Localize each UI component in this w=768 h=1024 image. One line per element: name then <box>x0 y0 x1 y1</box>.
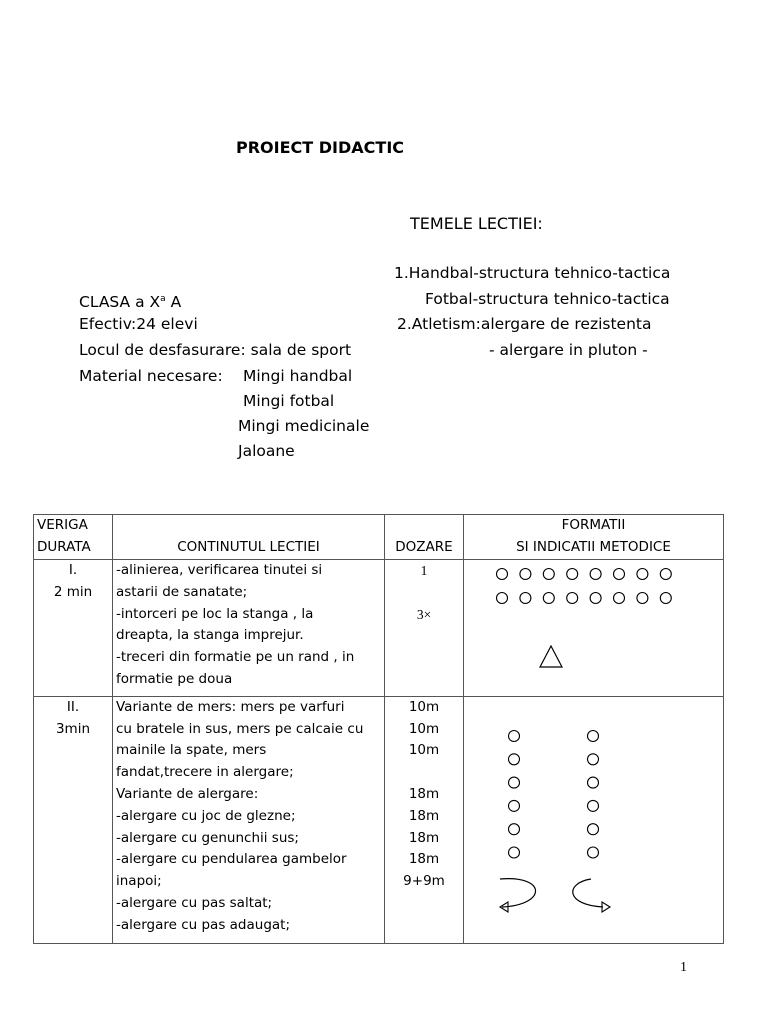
curved-arrow-right-icon <box>573 879 603 907</box>
student-circle-icon <box>509 800 520 811</box>
student-circle-icon <box>614 569 625 580</box>
material-item: Mingi fotbal <box>243 392 335 410</box>
student-circle-icon <box>497 593 508 604</box>
material-item: Mingi handbal <box>243 367 353 385</box>
student-circle-icon <box>543 569 554 580</box>
page-title: PROIECT DIDACTIC <box>236 138 405 157</box>
student-circle-icon <box>614 593 625 604</box>
student-circle-icon <box>588 777 599 788</box>
theme-line-2: Fotbal-structura tehnico-tactica <box>425 290 670 308</box>
class-label: CLASA a $X^a$ A <box>79 293 182 312</box>
row1-content: -alinierea, verificarea tinutei si astarii de sanatate; -intorceri pe loc la stanga , la dreapta, la stanga imprejur. -treceri din formatie pe un rand , in formatie pe doua <box>113 560 385 697</box>
student-circle-icon <box>567 569 578 580</box>
student-circle-icon <box>509 847 520 858</box>
arrow-head-right-icon <box>602 902 610 912</box>
page-number: 1 <box>680 960 687 975</box>
student-circle-icon <box>509 823 520 834</box>
student-circle-icon <box>543 593 554 604</box>
student-circle-icon <box>520 569 531 580</box>
student-circle-icon <box>509 754 520 765</box>
student-circle-icon <box>588 730 599 741</box>
formation-diagram-two-columns <box>467 697 725 935</box>
student-circle-icon <box>588 800 599 811</box>
location: Locul de desfasurare: sala de sport <box>79 341 352 359</box>
student-circle-icon <box>588 847 599 858</box>
header-content: CONTINUTUL LECTIEI <box>113 515 385 560</box>
header-formations: FORMATII SI INDICATII METODICE <box>464 515 724 560</box>
student-count: Efectiv:24 elevi <box>79 315 198 333</box>
student-circle-icon <box>637 569 648 580</box>
student-circle-icon <box>660 569 671 580</box>
student-circle-icon <box>497 569 508 580</box>
student-circle-icon <box>509 730 520 741</box>
theme-line-3: 2.Atletism:alergare de rezistenta <box>397 315 652 333</box>
materials-label: Material necesare: <box>79 367 223 385</box>
row2-dozare: 10m 10m 10m 18m 18m 18m 18m 9+9m <box>385 696 464 943</box>
student-circle-icon <box>520 593 531 604</box>
curved-arrow-left-icon <box>500 878 536 906</box>
student-circle-icon <box>567 593 578 604</box>
student-circle-icon <box>637 593 648 604</box>
table-row <box>34 560 724 697</box>
row1-veriga: I. 2 min <box>34 560 113 697</box>
row2-veriga: II. 3min <box>34 696 113 943</box>
header-dozare: DOZARE <box>385 515 464 560</box>
theme-line-4: - alergare in pluton - <box>489 341 648 359</box>
material-item: Mingi medicinale <box>238 417 370 435</box>
row2-formation <box>464 696 724 943</box>
row1-formation <box>464 560 724 697</box>
row1-dozare: 1 3× <box>385 560 464 697</box>
theme-line-1: 1.Handbal-structura tehnico-tactica <box>394 264 671 282</box>
themes-heading: TEMELE LECTIEI: <box>410 214 543 233</box>
student-circle-icon <box>590 593 601 604</box>
student-circle-icon <box>590 569 601 580</box>
row2-content: Variante de mers: mers pe varfuri cu bratele in sus, mers pe calcaie cu mainile la spate, mers fandat,trecere in alergare; Variante de alergare: -alergare cu joc de glezne; -alergare cu genunchii sus; -alergare cu pendularea gambelor inapoi; -alergare cu pas saltat; -alergare cu pas adaugat; <box>113 696 385 943</box>
student-circle-icon <box>588 754 599 765</box>
material-item: Jaloane <box>238 442 295 460</box>
table-header-row <box>34 515 724 560</box>
lesson-table <box>33 514 724 944</box>
student-circle-icon <box>509 777 520 788</box>
formation-diagram-two-rows <box>467 560 725 688</box>
table-row <box>34 696 724 943</box>
header-veriga: VERIGA DURATA <box>34 515 113 560</box>
student-circle-icon <box>588 823 599 834</box>
student-circle-icon <box>660 593 671 604</box>
teacher-triangle-icon <box>540 646 562 667</box>
